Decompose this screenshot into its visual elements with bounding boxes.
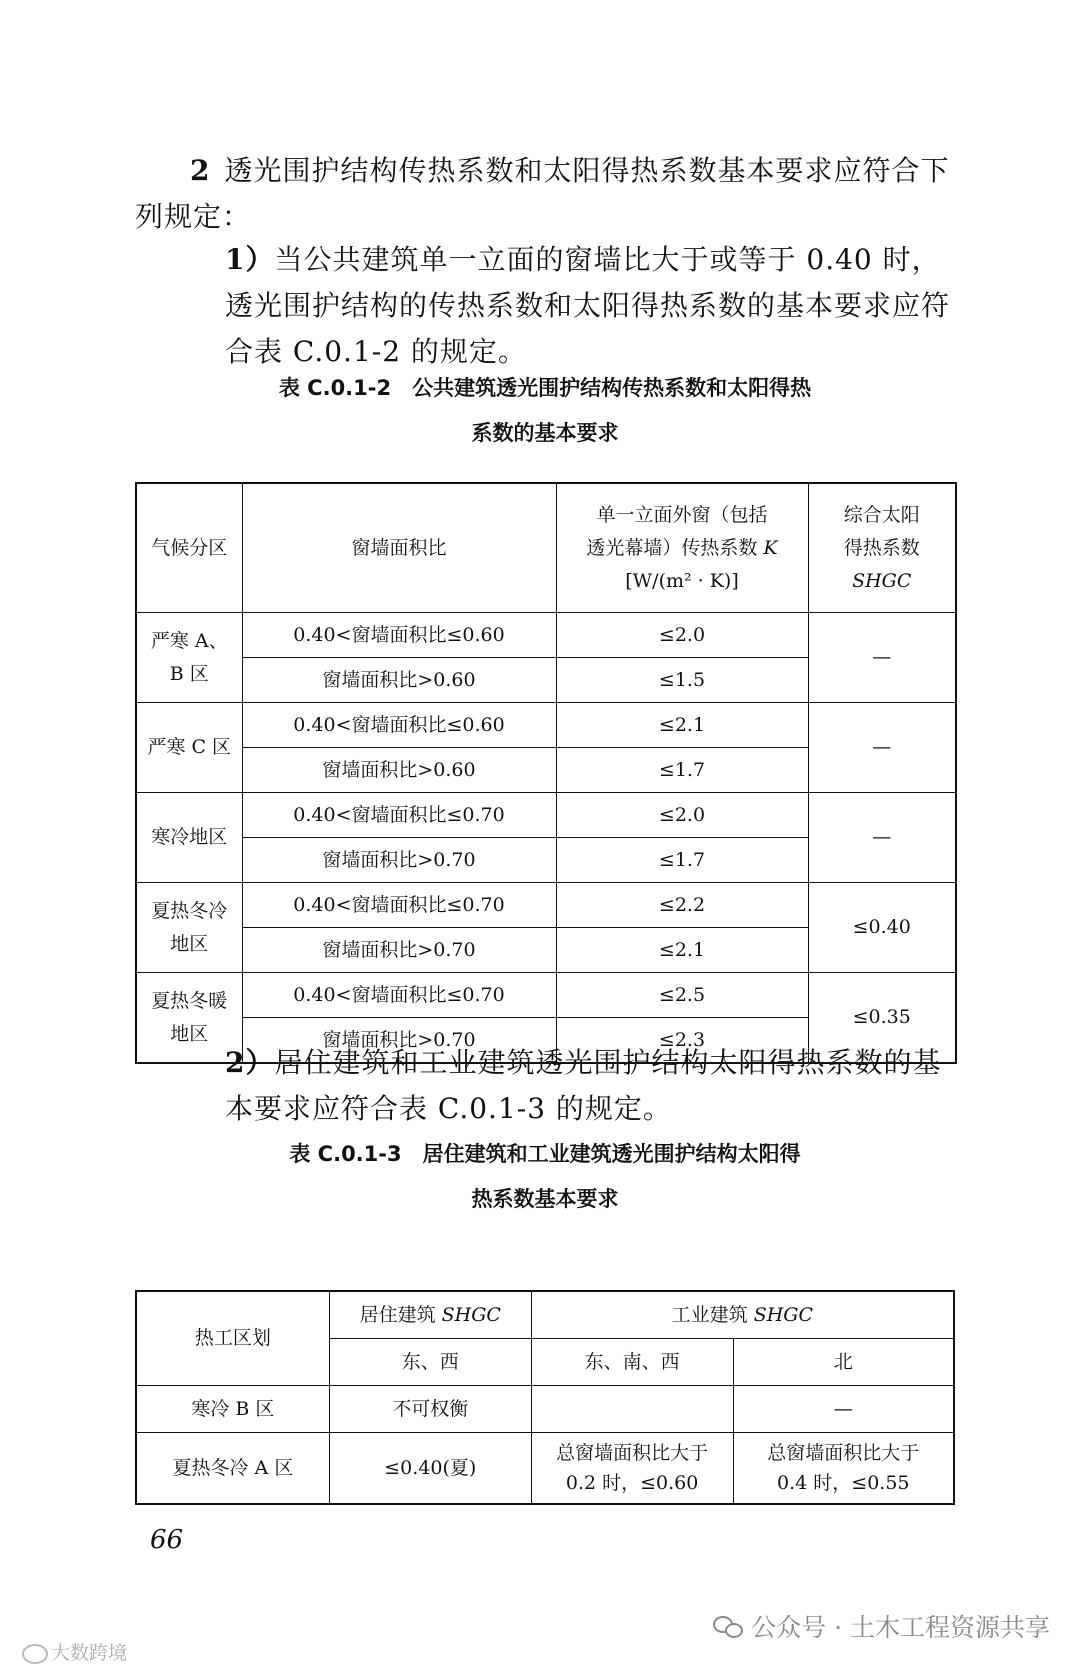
header-zone: 气候分区 [136, 483, 242, 613]
k-cell: ≤2.0 [556, 613, 808, 658]
res-cell: ≤0.40(夏) [329, 1433, 531, 1505]
shgc-cell: — [808, 793, 956, 883]
header-shgc-line1: 综合太阳 [843, 503, 920, 526]
table2-caption [135, 1132, 955, 1222]
watermark-left [22, 1638, 127, 1665]
paragraph-2-2 [225, 1040, 955, 1132]
res-cell: 不可权衡 [329, 1386, 531, 1433]
header-k [556, 483, 808, 613]
table-row [136, 1433, 954, 1505]
table2-caption-line2: 热系数基本要求 [471, 1187, 619, 1211]
ratio-cell: 0.40<窗墙面积比≤0.70 [242, 793, 556, 838]
header-ind-direction-n: 北 [733, 1339, 954, 1386]
ratio-cell: 0.40<窗墙面积比≤0.70 [242, 973, 556, 1018]
ind-esw-cell [531, 1433, 733, 1505]
ratio-cell: 0.40<窗墙面积比≤0.70 [242, 883, 556, 928]
paragraph-2 [135, 148, 955, 240]
table-row [136, 703, 956, 748]
k-cell: ≤1.7 [556, 838, 808, 883]
ind-esw-line1: 总窗墙面积比大于 [556, 1442, 709, 1464]
header-k-symbol: K [763, 536, 778, 559]
header-k-text: 透光幕墙）传热系数 [586, 536, 758, 559]
zone-line1: 严寒 C 区 [147, 736, 232, 758]
table1-caption-line1: 表 C.0.1-2 公共建筑透光围护结构传热系数和太阳得热 [278, 376, 812, 400]
table1-caption [135, 366, 955, 456]
wechat-icon [713, 1614, 743, 1638]
table2-caption-line1: 表 C.0.1-3 居住建筑和工业建筑透光围护结构太阳得 [289, 1142, 801, 1166]
header-k-line2 [561, 532, 804, 565]
paragraph-number: 2 [190, 154, 211, 187]
shgc-cell: ≤0.35 [808, 973, 956, 1064]
table-row [136, 613, 956, 658]
ratio-cell: 窗墙面积比>0.70 [242, 838, 556, 883]
header-ratio: 窗墙面积比 [242, 483, 556, 613]
zone-line2: B 区 [169, 662, 209, 685]
header-ind-direction-esw: 东、南、西 [531, 1339, 733, 1386]
zone-line1: 夏热冬冷 [151, 899, 228, 922]
k-cell: ≤2.5 [556, 973, 808, 1018]
table-row [136, 1386, 954, 1433]
header-residential-symbol: SHGC [441, 1303, 501, 1326]
zone-line1: 夏热冬暖 [151, 989, 228, 1012]
watermark-right [713, 1608, 1050, 1644]
header-shgc-symbol: SHGC [852, 569, 912, 592]
header-shgc-line2: 得热系数 [843, 536, 920, 559]
paragraph-number: 2） [225, 1046, 275, 1079]
header-res-direction: 东、西 [329, 1339, 531, 1386]
k-cell: ≤2.0 [556, 793, 808, 838]
zone-line1: 寒冷地区 [151, 826, 228, 848]
paragraph-text: 当公共建筑单一立面的窗墙比大于或等于 0.40 时，透光围护结构的传热系数和太阳得热系数的基本要求应符合表 C.0.1-2 的规定。 [225, 243, 951, 368]
paragraph-number: 1） [225, 243, 275, 276]
shgc-cell: — [808, 703, 956, 793]
header-k-unit: [W/(m² · K)] [625, 569, 739, 592]
shgc-cell: — [808, 613, 956, 703]
paragraph-text: 透光围护结构传热系数和太阳得热系数基本要求应符合下列规定： [135, 154, 950, 233]
table1-caption-line2: 系数的基本要求 [471, 421, 619, 445]
zone-cell [136, 613, 242, 703]
table-row [136, 793, 956, 838]
ratio-cell: 窗墙面积比>0.70 [242, 928, 556, 973]
paragraph-text: 居住建筑和工业建筑透光围护结构太阳得热系数的基本要求应符合表 C.0.1-3 的规定。 [225, 1046, 942, 1125]
ind-esw-line2: 0.2 时，≤0.60 [565, 1472, 699, 1494]
header-industrial-symbol: SHGC [753, 1303, 814, 1326]
ratio-cell: 0.40<窗墙面积比≤0.60 [242, 703, 556, 748]
k-cell: ≤2.1 [556, 928, 808, 973]
watermark-right-text: 公众号 · 土木工程资源共享 [751, 1613, 1050, 1642]
ratio-cell: 窗墙面积比>0.60 [242, 748, 556, 793]
header-industrial [531, 1291, 954, 1339]
k-cell: ≤2.2 [556, 883, 808, 928]
zone-cell [136, 703, 242, 793]
ind-esw-cell [531, 1386, 733, 1433]
watermark-left-text: 大数跨境 [51, 1642, 128, 1664]
zone-cell: 夏热冬冷 A 区 [136, 1433, 329, 1505]
header-k-line1: 单一立面外窗（包括 [596, 503, 768, 526]
ind-n-cell [733, 1433, 954, 1505]
table-c013 [135, 1290, 955, 1505]
zone-cell [136, 793, 242, 883]
zone-line2: 地区 [170, 932, 209, 955]
header-shgc [808, 483, 956, 613]
zone-line1: 严寒 A、 [150, 629, 228, 652]
zone-cell [136, 883, 242, 973]
ratio-cell: 窗墙面积比>0.60 [242, 658, 556, 703]
header-industrial-text: 工业建筑 [671, 1303, 748, 1326]
shgc-cell: ≤0.40 [808, 883, 956, 973]
table-header-row [136, 483, 956, 613]
k-cell: ≤1.7 [556, 748, 808, 793]
ind-n-cell: — [733, 1386, 954, 1433]
paragraph-2-1 [225, 237, 955, 375]
k-cell: ≤2.1 [556, 703, 808, 748]
k-cell: ≤1.5 [556, 658, 808, 703]
zone-line2: 地区 [170, 1022, 209, 1045]
chain-logo-icon [22, 1644, 48, 1664]
ind-n-line2: 0.4 时，≤0.55 [777, 1472, 910, 1494]
table-header-row [136, 1291, 954, 1339]
header-zone: 热工区划 [136, 1291, 329, 1386]
table-row [136, 883, 956, 928]
table-c012 [135, 482, 957, 1064]
ratio-cell: 窗墙面积比>0.70 [242, 1018, 556, 1064]
zone-cell: 寒冷 B 区 [136, 1386, 329, 1433]
header-residential [329, 1291, 531, 1339]
ind-n-line1: 总窗墙面积比大于 [767, 1442, 920, 1464]
k-cell: ≤2.3 [556, 1018, 808, 1064]
table-row [136, 973, 956, 1018]
page-number: 66 [150, 1525, 184, 1555]
header-residential-text: 居住建筑 [359, 1303, 436, 1326]
ratio-cell: 0.40<窗墙面积比≤0.60 [242, 613, 556, 658]
